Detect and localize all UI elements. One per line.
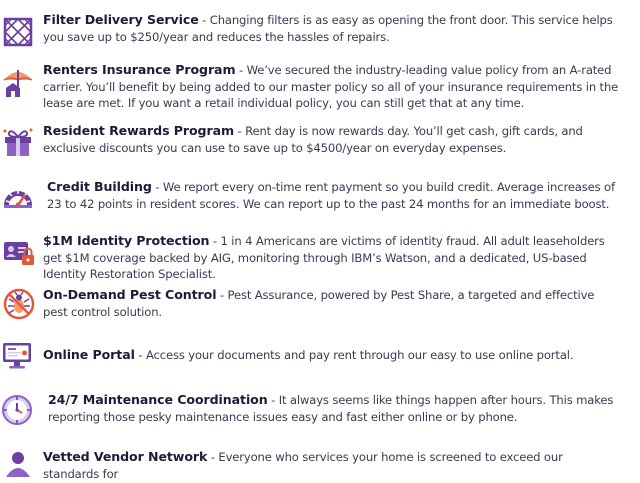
service-title: Vetted Vendor Network — [43, 449, 208, 464]
service-text: Online Portal - Access your documents and pay rent through our easy to use online portal. — [43, 347, 574, 362]
service-title: On-Demand Pest Control — [43, 287, 217, 302]
service-description: Changing filters is as easy as opening the front door. This service helps you save up to $250/year and reduces the hassles of repairs. — [43, 13, 613, 44]
monitor-portal-icon — [1, 338, 35, 372]
service-description: Pest Assurance, powered by Pest Share, a targeted and effective pest control solution. — [43, 288, 595, 319]
service-title: Online Portal — [43, 347, 135, 362]
service-text: On-Demand Pest Control - Pest Assurance, powered by Pest Share, a targeted and effective pest control solution. — [43, 287, 595, 319]
credit-gauge-icon — [1, 181, 35, 215]
identity-card-lock-icon — [2, 235, 36, 269]
service-text: Credit Building - We report every on-time rent payment so you build credit. Average increases of 23 to 42 points in resident scores. We can report up to the past 24 months for an immediate boost. — [47, 179, 615, 211]
umbrella-house-icon — [1, 66, 35, 100]
service-text: $1M Identity Protection - 1 in 4 Americans are victims of identity fraud. All adult leaseholders get $1M coverage backed by AIG, monitoring through IBM’s Watson, and a dedicated, US-based Identity Restoration Specialist. — [43, 233, 605, 281]
clock-24-7-icon — [0, 393, 34, 427]
service-title: Credit Building — [47, 179, 152, 194]
service-text: Filter Delivery Service - Changing filters is as easy as opening the front door. This service helps you save up to $250/year and reduces the hassles of repairs. — [43, 12, 613, 44]
service-description: We’ve secured the industry-leading value policy from an A-rated carrier. You’ll benefit by being added to our master policy so all of your insurance requirements in the lease are met. If you want a retail individual policy, you can still get that at any time. — [43, 63, 619, 110]
service-text: 24/7 Maintenance Coordination - It always seems like things happen after hours. This makes reporting those pesky maintenance issues easy and fast either online or by phone. — [48, 392, 614, 424]
service-title: Filter Delivery Service — [43, 12, 199, 27]
service-text: Resident Rewards Program - Rent day is now rewards day. You’ll get cash, gift cards, and exclusive discounts you can use to save up to $4500/year on everyday expenses. — [43, 123, 583, 155]
service-title: Resident Rewards Program — [43, 123, 234, 138]
service-description: Access your documents and pay rent through our easy to use online portal. — [145, 348, 574, 362]
service-description: Everyone who services your home is screened to exceed our standards for — [43, 450, 563, 481]
service-title: $1M Identity Protection — [43, 233, 210, 248]
vendor-network-icon — [1, 449, 35, 483]
service-title: 24/7 Maintenance Coordination — [48, 392, 268, 407]
service-title: Renters Insurance Program — [43, 62, 236, 77]
service-description: It always seems like things happen after hours. This makes reporting those pesky maintenance issues easy and fast either online or by phone. — [48, 393, 614, 424]
service-text: Vetted Vendor Network - Everyone who services your home is screened to exceed our standards for — [43, 449, 563, 481]
no-pest-icon — [2, 287, 36, 321]
service-text: Renters Insurance Program - We’ve secured the industry-leading value policy from an A-rated carrier. You’ll benefit by being added to our master policy so all of your insurance requirements in the lease are met. If you want a retail individual policy, you can still get that at any time. — [43, 62, 619, 110]
service-description: Rent day is now rewards day. You’ll get cash, gift cards, and exclusive discounts you can use to save up to $4500/year on everyday expenses. — [43, 124, 583, 155]
service-description: 1 in 4 Americans are victims of identity fraud. All adult leaseholders get $1M coverage backed by AIG, monitoring through IBM’s Watson, and a dedicated, US-based Identity Restoration Specialist. — [43, 234, 605, 281]
service-description: We report every on-time rent payment so you build credit. Average increases of 23 to 42 points in resident scores. We can report up to the past 24 months for an immediate boost. — [47, 180, 615, 211]
air-filter-icon — [2, 16, 36, 50]
gift-icon — [1, 125, 35, 159]
